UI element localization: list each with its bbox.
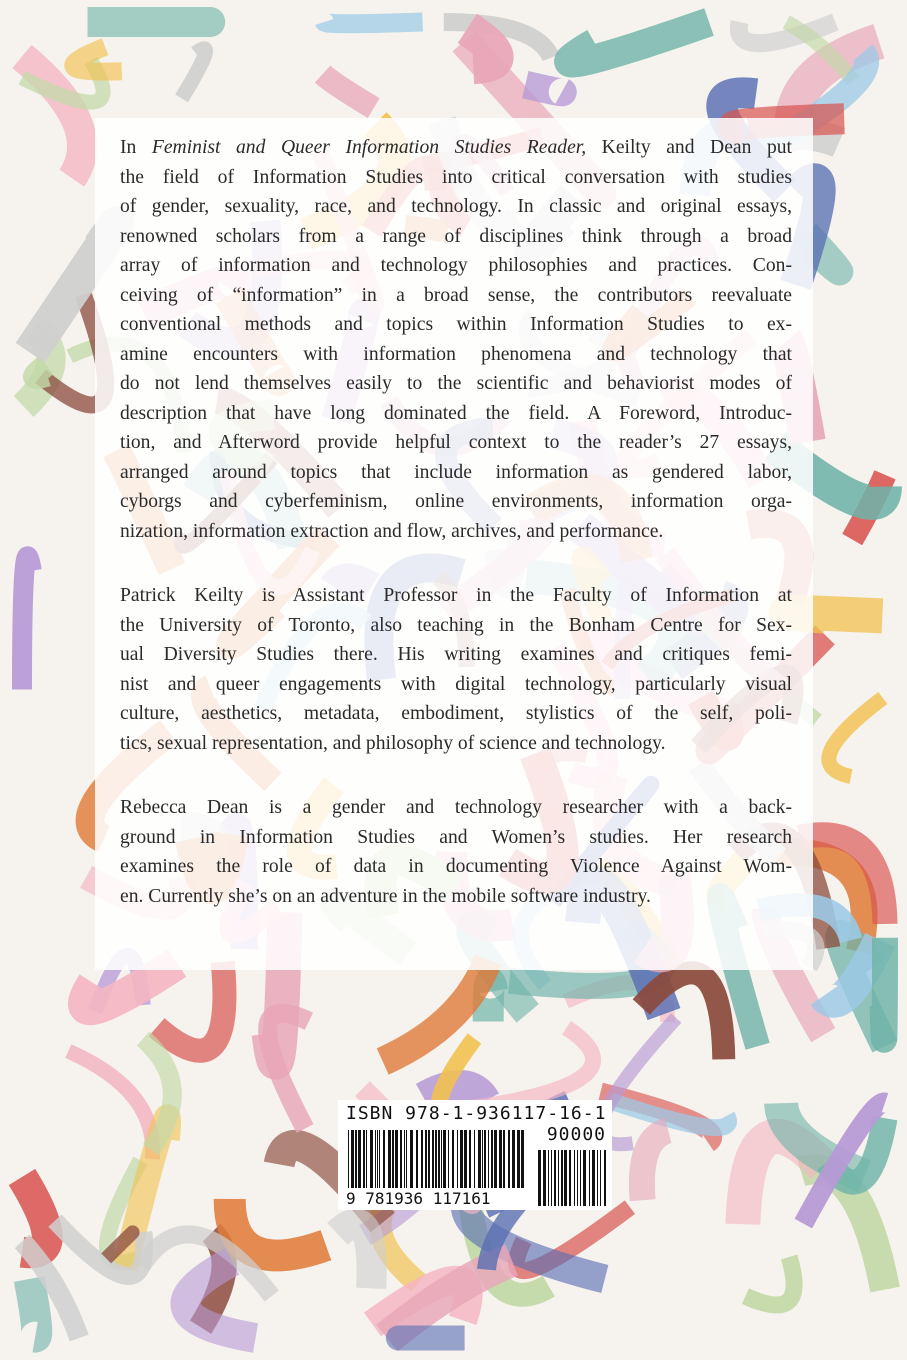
barcode-bar <box>410 1130 413 1188</box>
ean-number: 9 781936 117161 <box>346 1189 491 1208</box>
isbn-barcode <box>338 1100 612 1210</box>
barcode-bar <box>421 1130 423 1188</box>
barcode-bar <box>441 1130 442 1188</box>
text-line: conventional methods and topics within Information Studies to ex- <box>120 314 792 335</box>
barcode-bar <box>469 1130 471 1188</box>
barcode-bar <box>366 1130 367 1188</box>
barcode-bar <box>416 1130 418 1188</box>
barcode-bar <box>395 1130 398 1188</box>
text-line: nist and queer engagements with digital technology, particularly visual <box>120 673 792 695</box>
barcode-bar <box>348 1130 349 1188</box>
barcode-bar <box>355 1130 357 1188</box>
text-line: ground in Information Studies and Women’s studies. Her research <box>120 826 792 848</box>
marker-stroke <box>68 1051 152 1159</box>
barcode-bar <box>521 1130 524 1188</box>
marker-stroke <box>745 1257 794 1305</box>
marker-stroke <box>230 1199 326 1256</box>
marker-stroke <box>323 74 374 108</box>
barcode-bar <box>452 1130 454 1188</box>
barcode-bar <box>406 1130 407 1188</box>
barcode-bar <box>358 1130 361 1188</box>
barcode-bar <box>460 1130 463 1188</box>
text-line: arranged around topics that include information as gendered labor, <box>120 461 792 483</box>
barcode-bar <box>370 1130 373 1188</box>
barcode-bar <box>543 1150 546 1206</box>
text-line: of gender, sexuality, race, and technology. In classic and original essays, <box>120 196 792 217</box>
text-line: Rebecca Dean is a gender and technology researcher with a back- <box>120 797 792 818</box>
marker-stroke <box>29 1279 37 1337</box>
barcode-bar <box>569 1150 571 1206</box>
barcode-bar <box>375 1130 376 1188</box>
barcode-bar <box>561 1150 563 1206</box>
barcode-bar <box>551 1150 552 1206</box>
barcode-bar <box>484 1130 486 1188</box>
barcode-bar <box>404 1130 405 1188</box>
text-line: examines the role of data in documenting Violence Against Wom- <box>120 856 792 877</box>
marker-stroke <box>829 698 883 777</box>
barcode-bar <box>351 1130 354 1188</box>
text-line: renowned scholars from a range of disciplines think through a broad <box>120 225 792 247</box>
barcode-bar <box>600 1150 601 1206</box>
barcode-bar <box>574 1150 575 1206</box>
barcode-bar <box>577 1150 578 1206</box>
barcode-bar <box>564 1150 567 1206</box>
text-line: cyborgs and cyberfeminism, online environments, information orga- <box>120 491 792 512</box>
barcode-bar <box>494 1130 497 1188</box>
barcode-bar <box>597 1150 598 1206</box>
barcode-bar <box>478 1130 481 1188</box>
text-line: ual Diversity Studies there. His writing examines and critiques femi- <box>120 644 792 665</box>
barcode-bar <box>512 1130 515 1188</box>
barcode-bar <box>443 1130 446 1188</box>
barcode-bar <box>554 1150 556 1206</box>
text-line: culture, aesthetics, metadata, embodiment, stylistics of the self, poli- <box>120 703 792 724</box>
barcode-bar <box>589 1150 590 1206</box>
text-line: nization, information extraction and flow, archives, and performance. <box>120 520 664 542</box>
marker-stroke <box>883 938 885 1040</box>
marker-stroke <box>642 1130 668 1200</box>
barcode-bar <box>517 1130 520 1188</box>
barcode-bar <box>580 1150 581 1206</box>
back-cover-text <box>120 133 792 946</box>
barcode-bar <box>428 1130 430 1188</box>
barcode-bar <box>488 1130 489 1188</box>
book-title: Feminist and Queer Information Studies Reader, <box>151 137 587 158</box>
barcode-bar <box>482 1130 483 1188</box>
isbn-label: ISBN 978-1-936117-16-1 <box>346 1103 607 1124</box>
description-line <box>120 133 792 163</box>
text-line: description that have long dominated the field. A Foreword, Introduc- <box>120 402 792 424</box>
text-line: amine encounters with information phenomena and technology that <box>120 343 792 365</box>
barcode-bar <box>499 1130 502 1188</box>
barcode-bar <box>400 1130 402 1188</box>
marker-stroke <box>73 47 122 72</box>
dean-bio-paragraph <box>120 793 792 911</box>
barcode-bar <box>383 1130 385 1188</box>
barcode-bar <box>592 1150 595 1206</box>
price-code: 90000 <box>546 1124 606 1145</box>
text-line: do not lend themselves easily to the scientific and behaviorist modes of <box>120 373 792 394</box>
barcode-bar <box>438 1130 440 1188</box>
barcode-bar <box>583 1150 586 1206</box>
barcode-bar <box>379 1130 380 1188</box>
text-line: ceiving of “information” in a broad sense, the contributors reevaluate <box>120 284 792 306</box>
barcode-bar <box>508 1130 510 1188</box>
text: In <box>120 137 152 158</box>
marker-stroke <box>22 556 32 689</box>
barcode-bar <box>548 1150 549 1206</box>
text-line: en. Currently she’s on an adventure in the mobile software industry. <box>120 885 651 907</box>
barcode-bar <box>457 1130 458 1188</box>
text-line: Patrick Keilty is Assistant Professor in the Faculty of Information at <box>120 585 792 606</box>
barcode-bar <box>503 1130 505 1188</box>
text-line: the field of Information Studies into critical conversation with studies <box>120 166 792 188</box>
barcode-bar <box>392 1130 394 1188</box>
text-line: tion, and Afterword provide helpful context to the reader’s 27 essays, <box>120 432 792 453</box>
barcode-bar <box>464 1130 467 1188</box>
text-line: array of information and technology philosophies and practices. Con- <box>120 255 792 276</box>
keilty-bio-paragraph <box>120 581 792 758</box>
barcode-bar <box>425 1130 427 1188</box>
text: Keilty and Dean put <box>586 137 792 158</box>
text-line: tics, sexual representation, and philosophy of science and technology. <box>120 732 666 754</box>
text-line: the University of Toronto, also teaching in the Bonham Centre for Sex- <box>120 614 792 636</box>
marker-stroke <box>324 22 422 24</box>
marker-stroke <box>569 22 709 63</box>
barcode-bar <box>474 1130 475 1188</box>
description-paragraph <box>120 133 792 546</box>
barcode-bar <box>538 1150 541 1206</box>
marker-stroke <box>337 1224 371 1289</box>
barcode-bar <box>491 1130 493 1188</box>
barcode-bar <box>448 1130 449 1188</box>
marker-stroke <box>525 85 562 93</box>
barcode-bar <box>432 1130 434 1188</box>
barcode-bar <box>604 1150 606 1206</box>
marker-stroke <box>34 365 47 378</box>
barcode-bar <box>377 1130 378 1188</box>
barcode-bar <box>558 1150 559 1206</box>
barcode-bar <box>388 1130 391 1188</box>
barcode-bar <box>363 1130 365 1188</box>
marker-stroke <box>182 49 206 99</box>
barcode-bar <box>435 1130 437 1188</box>
